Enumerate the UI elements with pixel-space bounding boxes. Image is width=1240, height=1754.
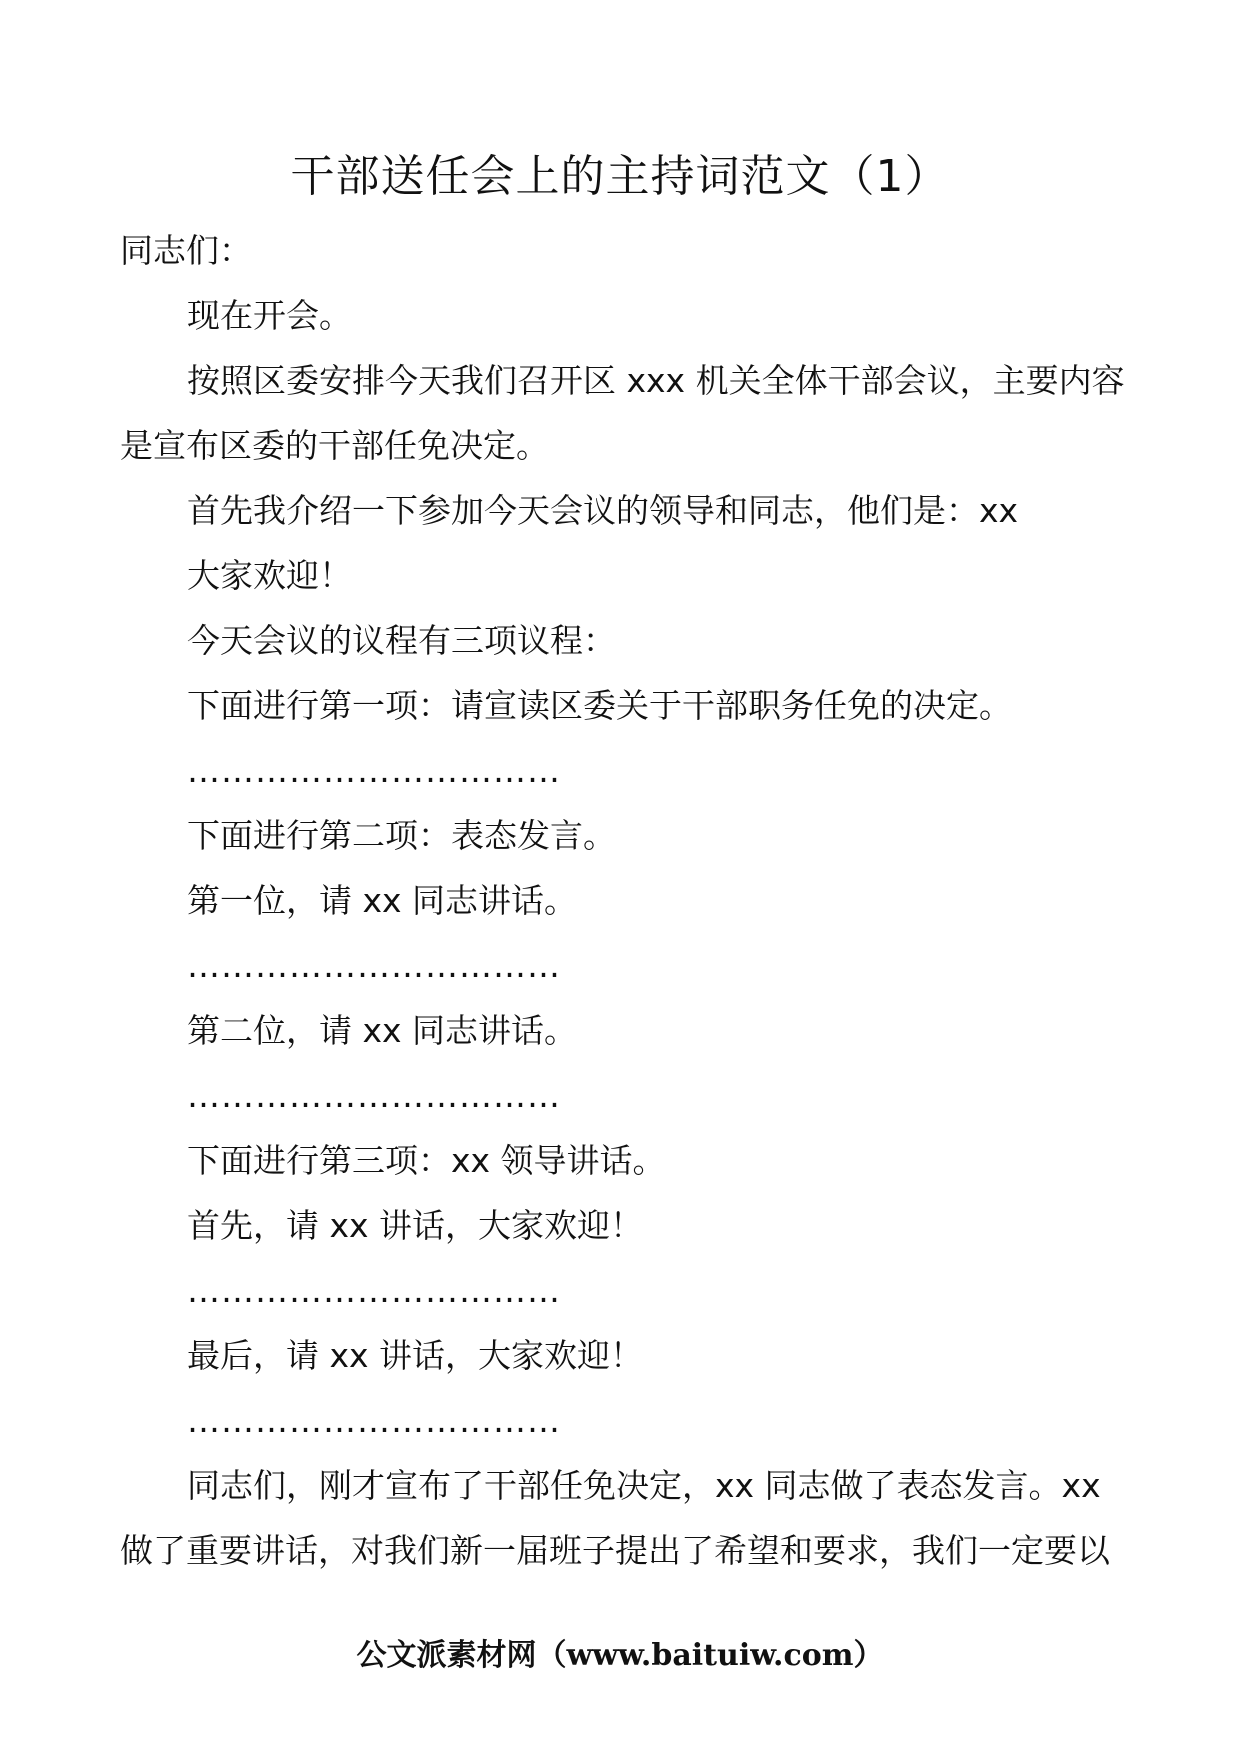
paragraph: 现在开会。 xyxy=(187,296,352,335)
agenda-item-3: 下面进行第三项：xx 领导讲话。 xyxy=(187,1141,666,1180)
agenda-item-1: 下面进行第一项：请宣读区委关于干部职务任免的决定。 xyxy=(187,686,1012,725)
ellipsis-line: …………………………… xyxy=(187,1401,561,1440)
footer-watermark: 公文派素材网（www.baituiw.com） xyxy=(356,1638,884,1673)
paragraph: 第一位，请 xx 同志讲话。 xyxy=(187,881,578,920)
salutation: 同志们： xyxy=(120,231,252,270)
paragraph: 第二位，请 xx 同志讲话。 xyxy=(187,1011,578,1050)
page-title: 干部送任会上的主持词范文（1） xyxy=(290,151,950,202)
paragraph: 首先，请 xx 讲话，大家欢迎！ xyxy=(187,1206,644,1245)
document-body xyxy=(120,218,1125,1583)
ellipsis-line: …………………………… xyxy=(187,946,561,985)
paragraph: 今天会议的议程有三项议程： xyxy=(187,621,616,660)
paragraph: 大家欢迎！ xyxy=(187,556,352,595)
ellipsis-line: …………………………… xyxy=(187,1076,561,1115)
paragraph: 按照区委安排今天我们召开区 xxx 机关全体干部会议，主要内容是宣布区委的干部任免决定。 xyxy=(120,361,1125,465)
paragraph: 同志们，刚才宣布了干部任免决定，xx 同志做了表态发言。xx 做了重要讲话，对我们新一届班子提出了希望和要求，我们一定要以 xyxy=(120,1466,1110,1570)
ellipsis-line: …………………………… xyxy=(187,751,561,790)
ellipsis-line: …………………………… xyxy=(187,1271,561,1310)
paragraph: 最后，请 xx 讲话，大家欢迎！ xyxy=(187,1336,644,1375)
agenda-item-2: 下面进行第二项：表态发言。 xyxy=(187,816,616,855)
paragraph: 首先我介绍一下参加今天会议的领导和同志，他们是：xx xyxy=(187,491,1019,530)
